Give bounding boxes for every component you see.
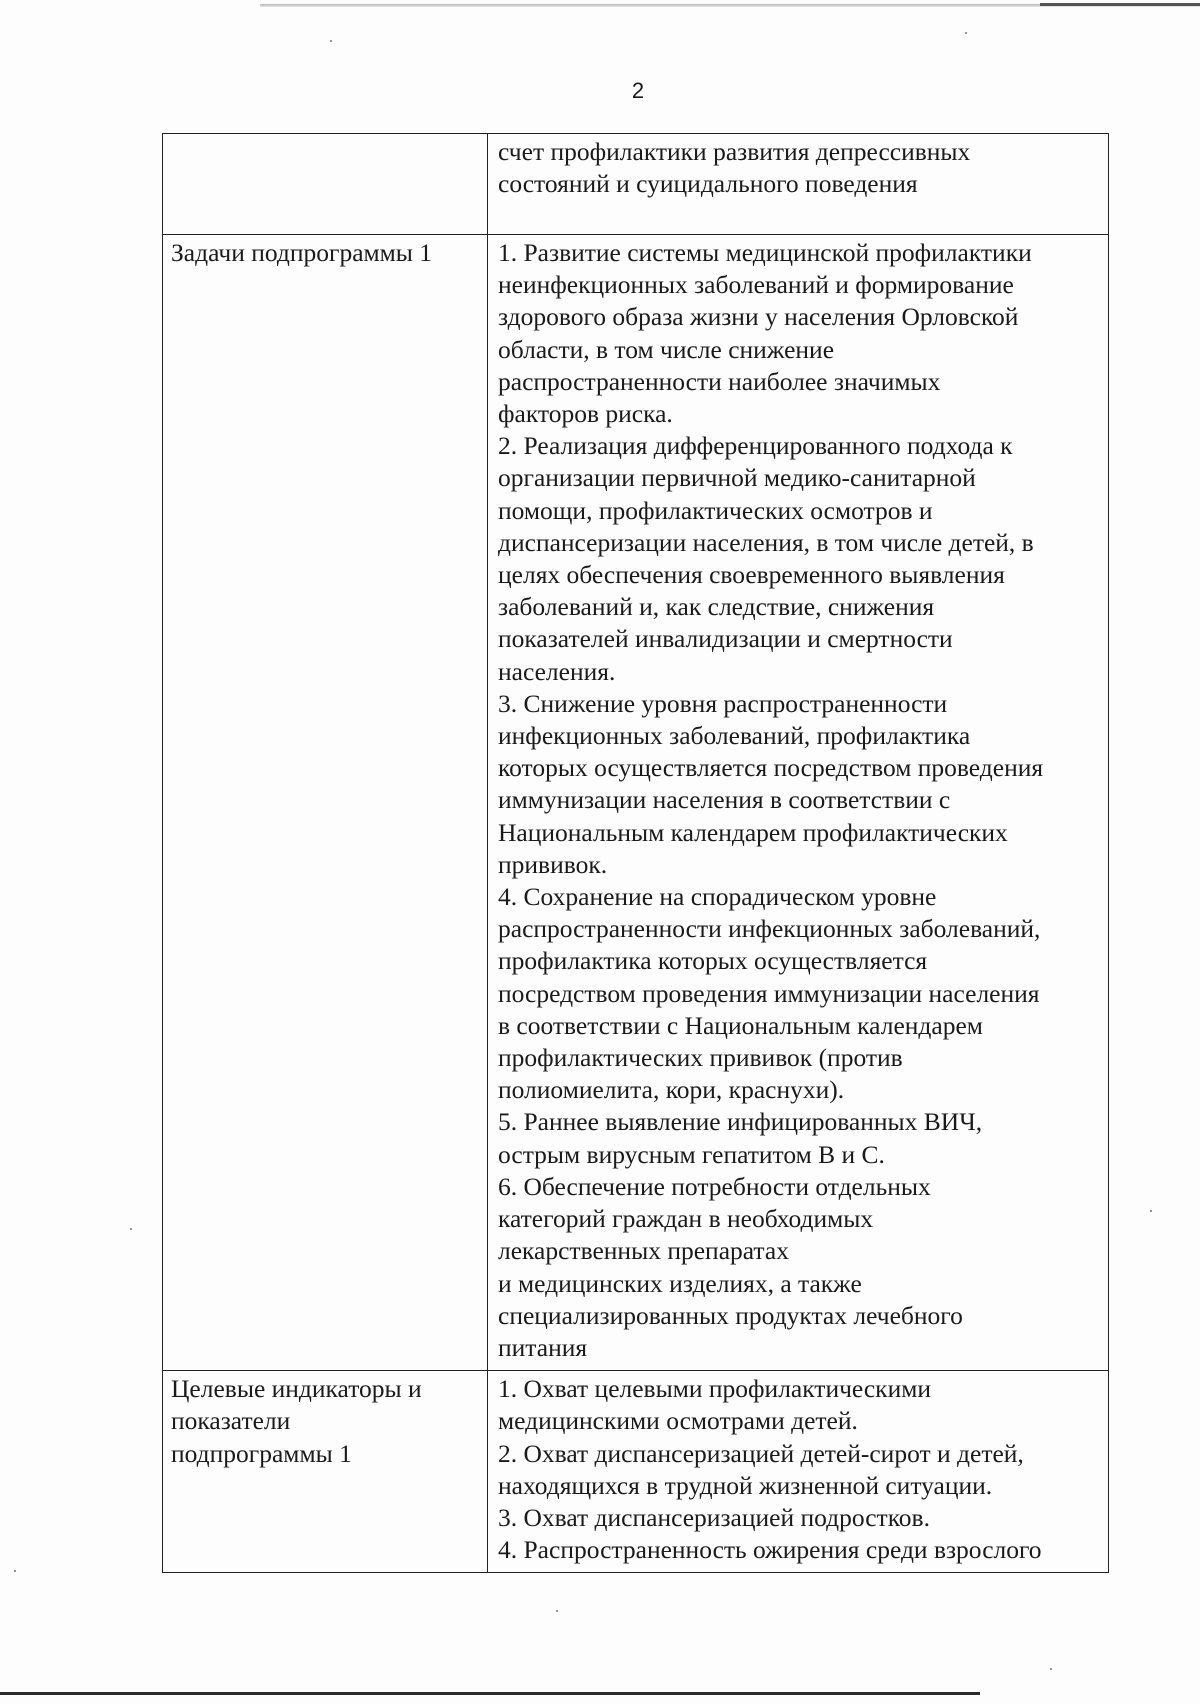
- content-line: факторов риска.: [498, 399, 673, 429]
- row-content-cell: [488, 134, 1109, 235]
- page-number: 2: [631, 78, 645, 103]
- scan-speck: [1050, 1668, 1052, 1670]
- content-line: 3. Охват диспансеризацией подростков.: [498, 1502, 930, 1532]
- scan-speck: [130, 1228, 132, 1230]
- content-line: питания: [498, 1332, 588, 1362]
- label-line: Целевые индикаторы и: [171, 1374, 422, 1404]
- row-content-cell: [488, 235, 1109, 1371]
- content-line: категорий граждан в необходимых: [498, 1204, 874, 1234]
- content-line: 4. Сохранение на спорадическом уровне: [498, 882, 937, 912]
- content-line: диспансеризации населения, в том числе детей, в: [498, 527, 1034, 557]
- content-line: 2. Охват диспансеризацией детей-сирот и детей,: [498, 1438, 1024, 1468]
- content-line: организации первичной медико-санитарной: [498, 463, 976, 493]
- content-line: 6. Обеспечение потребности отдельных: [498, 1171, 931, 1201]
- content-line: 3. Снижение уровня распространенности: [498, 688, 948, 718]
- scan-speck: [965, 32, 967, 34]
- row-label-cell: [163, 1371, 488, 1573]
- content-line: счет профилактики развития депрессивных: [498, 137, 971, 166]
- content-line: 1. Охват целевыми профилактическими: [498, 1374, 932, 1404]
- content-line: профилактических прививок (против: [498, 1043, 903, 1073]
- content-line: распространенности наиболее значимых: [498, 366, 941, 396]
- content-line: состояний и суицидального поведения: [498, 169, 918, 199]
- content-line: инфекционных заболеваний, профилактика: [498, 721, 971, 751]
- scan-speck: [556, 1610, 558, 1612]
- content-line: и медицинских изделиях, а также: [498, 1268, 862, 1298]
- content-line: прививок.: [498, 849, 608, 879]
- content-line: показателей инвалидизации и смертности: [498, 624, 953, 654]
- row-label-cell: [163, 235, 488, 1371]
- content-line: распространенности инфекционных заболеваний,: [498, 914, 1041, 944]
- scan-speck: [330, 40, 332, 42]
- content-line: 5. Раннее выявление инфицированных ВИЧ,: [498, 1107, 983, 1137]
- content-line: медицинскими осмотрами детей.: [498, 1406, 858, 1436]
- content-line: профилактика которых осуществляется: [498, 946, 928, 976]
- row-content-cell: [488, 1371, 1109, 1573]
- content-line: заболеваний и, как следствие, снижения: [498, 592, 935, 622]
- content-line: иммунизации населения в соответствии с: [498, 785, 951, 815]
- label-line: подпрограммы 1: [171, 1438, 352, 1468]
- table-row: [163, 1371, 1109, 1573]
- content-line: 1. Развитие системы медицинской профилактики: [498, 238, 1032, 267]
- label-line: показатели: [171, 1406, 291, 1436]
- content-line: полиомиелита, кори, краснухи).: [498, 1075, 845, 1105]
- subprogram-passport-table: [162, 133, 1109, 1573]
- content-line: Национальным календарем профилактических: [498, 817, 1008, 847]
- scan-speck: [14, 1570, 16, 1572]
- scan-speck: [1150, 1210, 1152, 1212]
- content-line: находящихся в трудной жизненной ситуации.: [498, 1470, 993, 1500]
- content-line: специализированных продуктах лечебного: [498, 1300, 963, 1330]
- content-line: 4. Распространенность ожирения среди взрослого: [498, 1535, 1042, 1565]
- content-line: острым вирусным гепатитом В и С.: [498, 1139, 885, 1169]
- content-line: населения.: [498, 656, 616, 686]
- scan-edge-top-dark: [1040, 3, 1200, 6]
- scan-edge-bottom: [0, 1692, 980, 1695]
- table-row: [163, 235, 1109, 1371]
- content-line: неинфекционных заболеваний и формирование: [498, 270, 1014, 300]
- content-line: лекарственных препаратах: [498, 1236, 789, 1266]
- content-line: области, в том числе снижение: [498, 334, 835, 364]
- content-line: которых осуществляется посредством проведения: [498, 753, 1044, 783]
- table-row: [163, 134, 1109, 235]
- table-body: [163, 134, 1109, 1573]
- content-line: помощи, профилактических осмотров и: [498, 495, 933, 525]
- content-line: целях обеспечения своевременного выявления: [498, 560, 1005, 590]
- content-line: 2. Реализация дифференцированного подхода к: [498, 431, 1013, 461]
- content-line: в соответствии с Национальным календарем: [498, 1010, 983, 1040]
- label-line: Задачи подпрограммы 1: [171, 238, 433, 267]
- content-line: посредством проведения иммунизации населения: [498, 978, 1040, 1008]
- row-label-cell: [163, 134, 488, 235]
- content-line: здорового образа жизни у населения Орловской: [498, 302, 1019, 332]
